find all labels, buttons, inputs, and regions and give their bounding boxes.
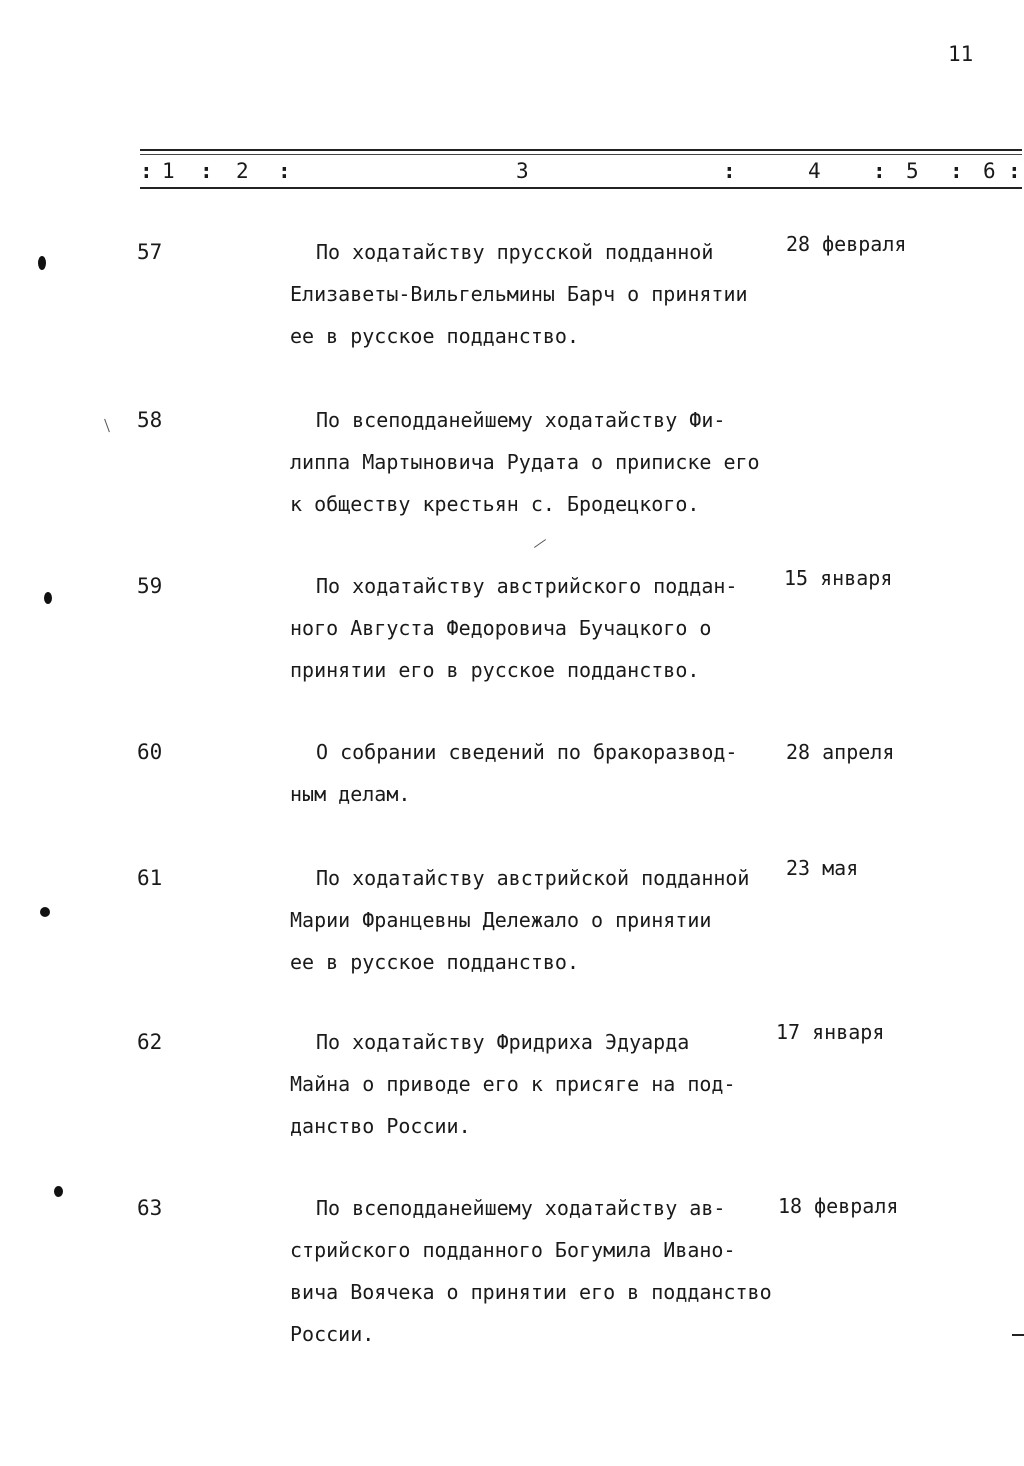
entry-description <box>290 231 790 357</box>
header-separator: : <box>1008 159 1021 183</box>
entry-line: Марии Францевны Дележало о принятии <box>290 908 712 932</box>
entry-date: 15 января <box>784 566 893 590</box>
entry-line: По ходатайству австрийского поддан- <box>316 574 738 598</box>
entry-number: 63 <box>137 1196 163 1220</box>
entry-date: 18 февраля <box>778 1194 899 1218</box>
header-separator: : <box>200 159 213 183</box>
entry-line: О собрании сведений по бракоразвод- <box>316 740 738 764</box>
entry-date: 28 апреля <box>786 740 895 764</box>
entry-line: ее в русское подданство. <box>290 324 579 348</box>
header-separator: : <box>278 159 291 183</box>
header-col-4: 4 <box>808 159 821 183</box>
header-rule-top-secondary <box>140 154 1022 155</box>
entry-line: к обществу крестьян с. Бродецкого. <box>290 492 700 516</box>
entry-line: липпа Мартыновича Рудата о приписке его <box>290 450 760 474</box>
entry-description <box>290 731 790 815</box>
header-col-1: 1 <box>162 159 175 183</box>
header-col-5: 5 <box>906 159 919 183</box>
entry-number: 59 <box>137 574 163 598</box>
header-col-2: 2 <box>236 159 249 183</box>
entry-date: 28 февраля <box>786 232 907 256</box>
scan-mark-right-edge <box>1012 1334 1024 1336</box>
entry-description <box>290 857 790 983</box>
entry-line: Елизаветы-Вильгельмины Барч о принятии <box>290 282 748 306</box>
header-rule-top <box>140 149 1022 151</box>
entry-line: ее в русское подданство. <box>290 950 579 974</box>
scan-scratch <box>104 419 110 432</box>
table-header <box>140 145 1022 193</box>
entry-line: стрийского подданного Богумила Ивано- <box>290 1238 736 1262</box>
entry-line: Майна о приводе его к присяге на под- <box>290 1072 736 1096</box>
binder-hole-mark <box>38 256 46 270</box>
header-separator: : <box>950 159 963 183</box>
binder-hole-mark <box>40 907 50 917</box>
header-col-6: 6 <box>983 159 996 183</box>
entry-line: По ходатайству австрийской подданной <box>316 866 750 890</box>
entry-date: 17 января <box>776 1020 885 1044</box>
entry-line: данство России. <box>290 1114 471 1138</box>
entry-line: вича Воячека о принятии его в подданство <box>290 1280 772 1304</box>
entry-description <box>290 1187 790 1355</box>
entry-number: 61 <box>137 866 163 890</box>
entry-description <box>290 565 790 691</box>
page-number: 11 <box>948 42 974 66</box>
entry-line: России. <box>290 1322 375 1346</box>
entry-line: По ходатайству Фридриха Эдуарда <box>316 1030 690 1054</box>
entry-line: принятии его в русское подданство. <box>290 658 700 682</box>
header-separator: : <box>140 159 153 183</box>
entry-number: 57 <box>137 240 163 264</box>
entry-number: 60 <box>137 740 163 764</box>
entry-line: По всеподданейшему ходатайству ав- <box>316 1196 726 1220</box>
entry-date: 23 мая <box>786 856 859 880</box>
entry-number: 58 <box>137 408 163 432</box>
entry-line: ного Августа Федоровича Бучацкого о <box>290 616 712 640</box>
entry-line: По ходатайству прусской подданной <box>316 240 714 264</box>
binder-hole-mark <box>54 1186 63 1197</box>
header-rule-bottom <box>140 187 1022 189</box>
binder-hole-mark <box>44 592 52 604</box>
header-separator: : <box>873 159 886 183</box>
entry-description <box>290 1021 790 1147</box>
entry-description <box>290 399 790 525</box>
entry-line: ным делам. <box>290 782 411 806</box>
header-col-3: 3 <box>516 159 529 183</box>
scan-scratch <box>534 539 546 548</box>
header-separator: : <box>723 159 736 183</box>
entry-line: По всеподданейшему ходатайству Фи- <box>316 408 726 432</box>
entry-number: 62 <box>137 1030 163 1054</box>
